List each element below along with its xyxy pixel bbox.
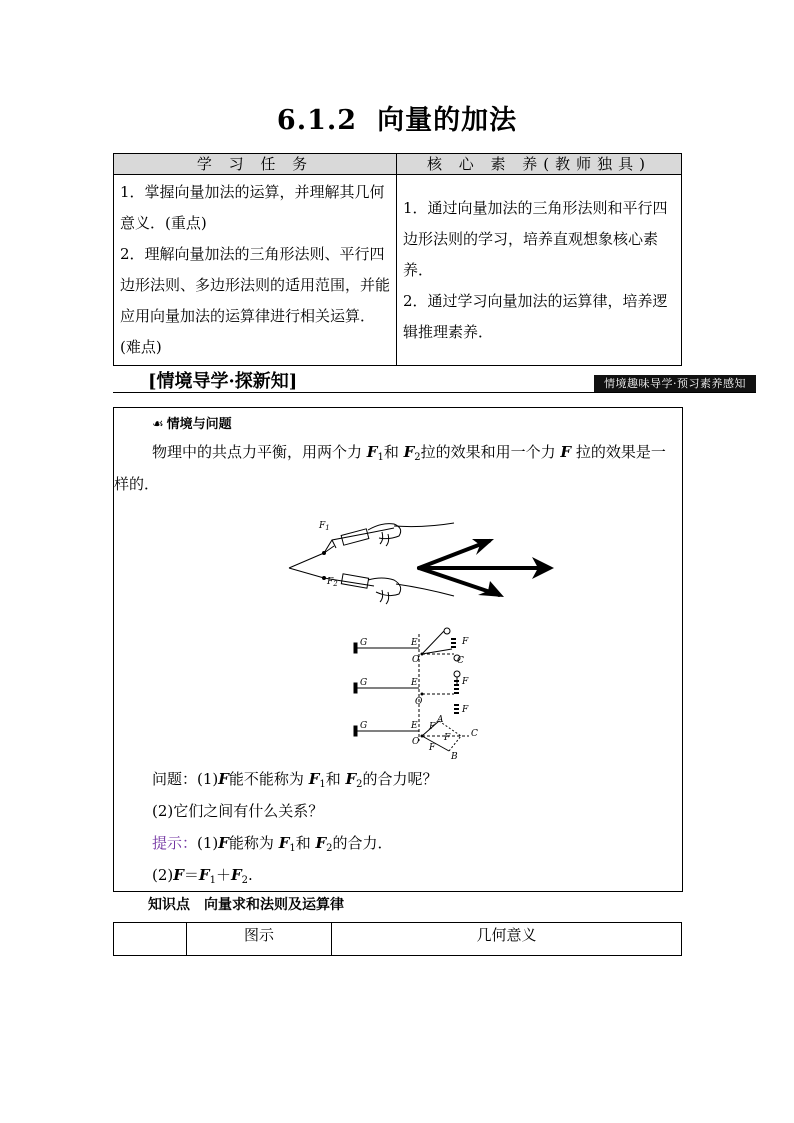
- kt-col-meaning: 几何意义: [332, 923, 682, 956]
- label-f1: F: [462, 637, 469, 647]
- section-divider: [113, 392, 756, 393]
- section-number: 6.1.2: [276, 105, 358, 136]
- scenario-intro: 物理中的共点力平衡，用两个力 $F_1$和 $F_2$拉的效果和用一个力 F 拉的效果是一样的．: [114, 443, 666, 493]
- section-title: 向量的加法: [377, 105, 518, 136]
- scenario-box: [113, 407, 683, 892]
- header-core-literacy: 核 心 素 养(教师独具): [397, 154, 682, 175]
- questions-block: [152, 763, 438, 891]
- section-heading: [情境导学·探新知]: [148, 371, 298, 392]
- kt-col-diagram: 图示: [187, 923, 332, 956]
- task-item-1: 1．掌握向量加法的运算，并理解其几何意义．(重点): [120, 183, 385, 232]
- section-tag: 情境趣味导学·预习素养感知: [594, 375, 756, 392]
- task-item-2: 2．理解向量加法的三角形法则、平行四边形法则、多边形法则的适用范围，并能应用向量加法的运算律进行相关运算．(难点): [120, 245, 391, 356]
- label-c-3: C: [471, 729, 478, 739]
- knowledge-point-title: 知识点 向量求和法则及运算律: [148, 897, 344, 913]
- label-f2-row3: F: [429, 743, 436, 753]
- arrow-vectors-figure: [414, 533, 559, 608]
- force-experiment-figure: [349, 626, 484, 761]
- hands-label-f1: $F_1$: [319, 521, 330, 532]
- hint-1: 提示：(1)F能称为 $F_1$和 $F_2$的合力．: [152, 834, 393, 854]
- core-literacy-cell: [397, 175, 682, 366]
- label-f-row3: F: [444, 733, 451, 743]
- goals-table: [113, 153, 682, 366]
- hint-2: $(2)F=F_1+F_2$.: [152, 866, 253, 886]
- label-g-2: G: [360, 678, 368, 688]
- learning-tasks-cell: [114, 175, 397, 366]
- header-learning-tasks: 学 习 任 务: [114, 154, 397, 175]
- label-o-2: O: [415, 697, 423, 707]
- hands-label-f2: $F_2$: [327, 577, 338, 588]
- label-e-1: E: [411, 638, 418, 648]
- literacy-item-2: 2．通过学习向量加法的运算律，培养逻辑推理素养．: [403, 291, 668, 341]
- kt-col-empty: [114, 923, 187, 956]
- label-f1-row3: F: [429, 722, 436, 732]
- label-g-1: G: [360, 638, 368, 648]
- literacy-item-1: 1．通过向量加法的三角形法则和平行四边形法则的学习，培养直观想象核心素养．: [403, 198, 668, 279]
- page-title: [0, 98, 794, 137]
- label-e-3: E: [411, 721, 418, 731]
- label-o-3: O: [412, 737, 420, 747]
- label-e-2: E: [411, 678, 418, 688]
- label-b: B: [451, 752, 458, 761]
- scenario-label-text: 情境与问题: [166, 417, 232, 432]
- label-f2: F: [462, 677, 469, 687]
- leaf-icon: ☙: [152, 417, 164, 432]
- label-c-1: C: [457, 656, 464, 666]
- label-g-3: G: [360, 721, 368, 731]
- label-a: A: [437, 715, 444, 725]
- question-2: (2)它们之间有什么关系？: [152, 802, 324, 820]
- label-f: F: [462, 705, 469, 715]
- question-1: 问题：(1)F能不能称为 $F_1$和 $F_2$的合力呢？: [152, 770, 438, 790]
- knowledge-table: [113, 922, 682, 956]
- scenario-label: [152, 413, 232, 432]
- label-o-1: O: [412, 655, 420, 665]
